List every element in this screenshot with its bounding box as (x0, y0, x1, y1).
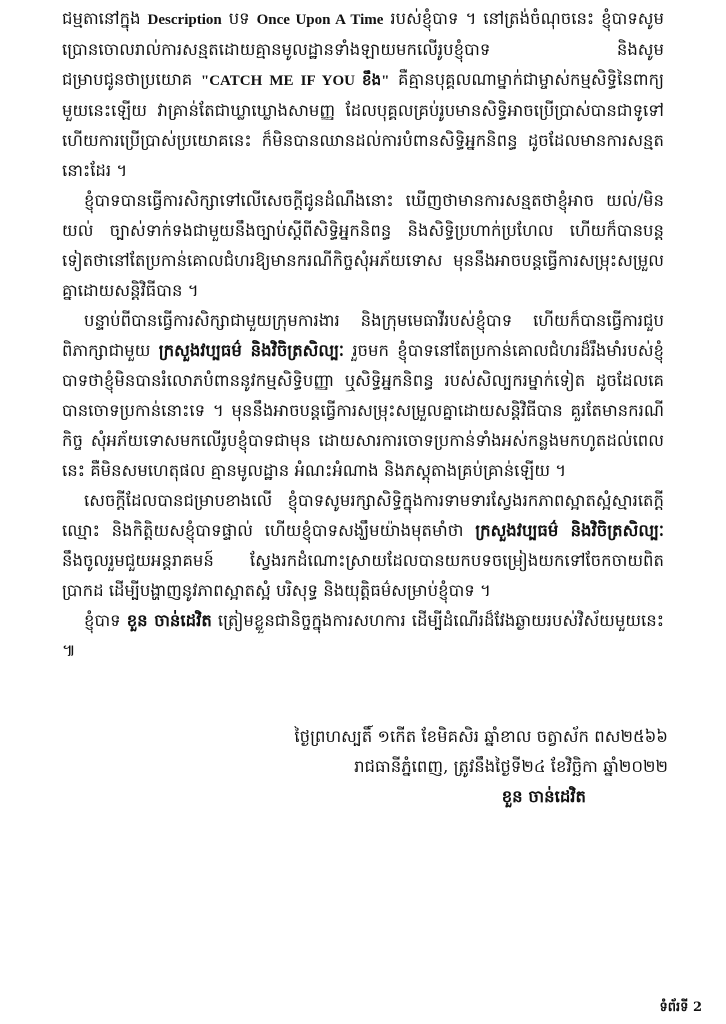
letter-body (62, 4, 664, 666)
lunar-date: ថ្ងៃព្រហស្បតិ៍ ១កើត ខែមិគសិរ ឆ្នាំខាល ចត្វាស័ក ពស២៥៦៦ (294, 727, 668, 746)
paragraph-5-text-b: ត្រៀមខ្លួនជានិច្ចក្នុងការសហការ ដើម្បីដំណើរដ៏វែងឆ្ងាយរបស់វិស័យមួយនេះ ៕ (62, 611, 665, 660)
signature-block (248, 722, 668, 812)
description-term: Description (147, 12, 222, 28)
paragraph-4-text-a: សេចក្តីដែលបានជម្រាបខាងលើ ខ្ញុំបាទសូមរក្សាសិទ្ធិក្នុងការទាមទារស្វែងរកភាពស្អាតស្អំស្មារតេក្តីឈ្មោះ និងកិត្តិយសខ្ញុំបាទផ្ទាល់ ហើយខ្ញុំបាទសង្ឃឹមយ៉ាងមុតមាំថា (62, 491, 664, 540)
paragraph-4-text-b: នឹងចូលរួមជួយអន្តរាគមន៍ ស្វែងរកដំណោះស្រាយដែលបានយកបទចម្រៀងយកទៅចែកចាយពិតប្រាកដ ដើម្បីបង្ហាញនូវភាពស្អាតស្អំ បរិសុទ្ធ និងយុត្តិធម៌សម្រាប់ខ្ញុំបាទ ។ (62, 551, 664, 600)
paragraph-3-text-b: រួចមក ខ្ញុំបាទនៅតែប្រកាន់គោលជំហរដ៏រឹងមាំរបស់ខ្ញុំបាទថាខ្ញុំមិនបានរំលោភបំពាននូវកម្មសិទ្ធិបញ្ញា ឬសិទ្ធិអ្នកនិពន្ធ របស់សិល្បករម្នាក់ទៀត ដូចដែលគេបានចោទប្រកាន់នោះទេ ។ មុននឹងអាចបន្តធ្វើការសម្រុះសម្រួលគ្នាដោយសន្តិវិធីបាន គួរតែមានករណីកិច្ច សុំអភ័យទោសមកលើរូបខ្ញុំបាទជាមុន ដោយសារការចោទប្រកាន់ទាំងអស់កន្លងមកហូតដល់ពេលនេះ គឺមិនសមហេតុផល គ្មានមូលដ្ឋាន អំណះអំណាង និងភស្តុតាងគ្រប់គ្រាន់ឡើយ ។ (62, 341, 664, 480)
author-name: ខួន ចាន់ដេវិត (126, 611, 212, 630)
paragraph-5 (62, 606, 664, 666)
ministry-name: ក្រសួងវប្បធម៌ និងវិចិត្រសិល្បៈ (475, 521, 664, 540)
paragraph-1-text-d: គឺគ្មានបុគ្គលណាម្នាក់ជាម្ចាស់កម្មសិទ្ធិនៃពាក្យមួយនេះឡើយ វាគ្រាន់តែជាឃ្លាឃ្លោងសាមញ្ញ ដែលបុគ្គលគ្រប់រូបមានសិទ្ធិអាចប្រើប្រាស់បានជាទូទៅ ហើយការប្រើប្រាស់ប្រយោគនេះ ក៏មិនបានឈានដល់ការបំពានសិទ្ធិអ្នកនិពន្ធ ដូចដែលមានការសន្មតនោះដែរ ។ (62, 70, 664, 180)
paragraph-4 (62, 486, 664, 606)
paragraph-1-text-c: របស់ខ្ញុំបាទ ។ នៅត្រង់ចំណុចនេះ ខ្ញុំបាទសូមប្រោនចោលរាល់ការសន្មតដោយគ្មានមូលដ្ឋានទាំងឡាយមកលើរូបខ្ញុំបាទ និងសូមជម្រាបជូនថាប្រយោគ (62, 9, 664, 89)
page-number: ទំព័រទី 2 (659, 1000, 702, 1015)
paragraph-1 (62, 4, 664, 186)
disputed-phrase: "CATCH ME IF YOU ខឹង" (200, 73, 390, 89)
paragraph-1-text-a: ជម្មតានៅក្នុង (62, 9, 148, 28)
paragraph-3 (62, 306, 664, 486)
ministry-name: ក្រសួងវប្បធម៌ និងវិចិត្រសិល្បៈ (158, 341, 345, 360)
paragraph-5-text-a: ខ្ញុំបាទ (84, 611, 127, 630)
signatory-name: ខួន ចាន់ដេវិត (501, 787, 586, 806)
song-title: Once Upon A Time (256, 12, 384, 28)
paragraph-2: ខ្ញុំបាទបានធ្វើការសិក្សាទៅលើសេចក្តីជូនដំណឹងនោះ ឃើញថាមានការសន្មតថាខ្ញុំអាច យល់/មិនយល់ ច្បាស់ទាក់ទងជាមួយនឹងច្បាប់ស្តីពីសិទ្ធិអ្នកនិពន្ធ និងសិទ្ធិប្រហាក់ប្រហែល ហើយក៏បានបន្តទៀតថានៅតែប្រកាន់គោលជំហរឱ្យមានករណីកិច្ចសុំអភ័យទោស មុននឹងអាចបន្តធ្វើការសម្រុះសម្រួលគ្នាដោយសន្តិវិធីបាន ។ (62, 191, 664, 300)
city-date: រាជធានីភ្នំពេញ, ត្រូវនឹងថ្ងៃទី២៤ ខែវិច្ឆិកា ឆ្នាំ២០២២ (354, 757, 668, 776)
paragraph-1-text-b: បទ (221, 9, 257, 28)
paragraph-3-text-a: បន្ទាប់ពីបានធ្វើការសិក្សាជាមួយក្រុមការងារ និងក្រុមមេធាវីរបស់ខ្ញុំបាទ ហើយក៏បានធ្វើការជួបពិភាក្សាជាមួយ (62, 311, 664, 360)
